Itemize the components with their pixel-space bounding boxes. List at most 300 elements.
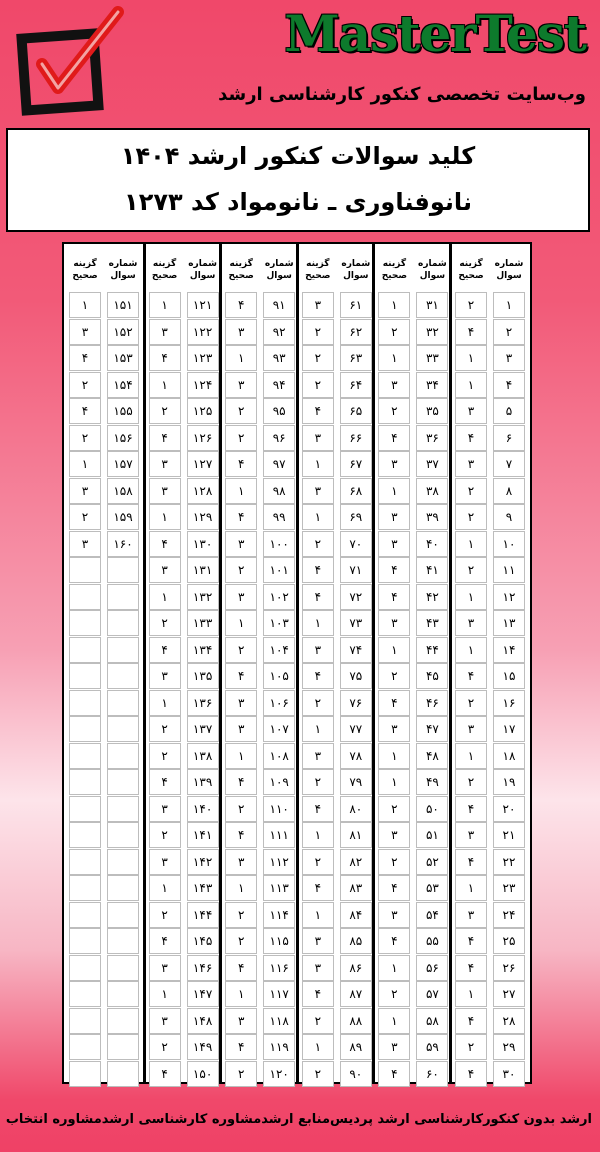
answer-cell: ۳ [225,849,257,875]
answer-cell: ۳ [378,531,410,557]
empty-cell [107,796,139,822]
answer-cell: ۱ [455,584,487,610]
answer-cell: ۲ [149,822,181,848]
answer-cell: ۲ [302,769,334,795]
answer-cell: ۱ [455,981,487,1007]
answer-cell: ۱ [455,875,487,901]
answer-cell: ۲ [378,663,410,689]
answer-cell: ۴ [69,398,101,424]
answer-cell: ۴ [302,981,334,1007]
question-number-cell: ۲۸ [493,1008,525,1034]
empty-cell [107,690,139,716]
question-number-cell: ۱۳۶ [187,690,219,716]
question-number-cell: ۱۰۶ [263,690,295,716]
question-number-cell: ۳ [493,345,525,371]
question-number-cell: ۱۲۸ [187,478,219,504]
answer-cell: ۱ [302,716,334,742]
question-number-cell: ۴۷ [416,716,448,742]
question-number-cell: ۱۲۷ [187,451,219,477]
empty-cell [107,1008,139,1034]
footer-link-manabe[interactable]: منابع ارشد [261,1112,331,1127]
question-number-cell: ۶۶ [340,425,372,451]
empty-cell [69,716,101,742]
answer-cell: ۳ [149,319,181,345]
answer-cell: ۳ [225,1008,257,1034]
question-number-cell: ۱۲۶ [187,425,219,451]
question-number-cell: ۱۴۲ [187,849,219,875]
answer-column-group [143,244,222,1082]
empty-cell [107,663,139,689]
question-number-cell: ۸۴ [340,902,372,928]
question-number-cell: ۷۸ [340,743,372,769]
answer-cell: ۲ [378,849,410,875]
answer-cell: ۲ [455,769,487,795]
question-number-cell: ۱۱۲ [263,849,295,875]
answer-cell: ۳ [225,531,257,557]
footer-link-moshavere-entekhab[interactable]: مشاوره انتخاب [5,1112,102,1127]
answer-cell: ۲ [302,345,334,371]
answer-cell: ۴ [225,1034,257,1060]
answer-cell: ۲ [302,1061,334,1087]
answer-cell: ۴ [302,557,334,583]
question-number-cell: ۱۲۱ [187,292,219,318]
question-number-cell: ۲۴ [493,902,525,928]
answer-cell: ۲ [149,1034,181,1060]
question-number-cell: ۱۲ [493,584,525,610]
answer-key-table [62,242,532,1084]
header-question-number: شماره سوال [341,259,371,281]
answer-cell: ۳ [378,504,410,530]
empty-cell [69,849,101,875]
question-number-cell: ۱۵۵ [107,398,139,424]
empty-cell [107,557,139,583]
question-number-cell: ۸۹ [340,1034,372,1060]
question-number-cell: ۹۱ [263,292,295,318]
question-number-cell: ۱۵۲ [107,319,139,345]
answer-cell: ۴ [455,955,487,981]
question-number-cell: ۱۱۶ [263,955,295,981]
question-number-cell: ۱۲۵ [187,398,219,424]
question-number-cell: ۹۶ [263,425,295,451]
answer-column-group [449,244,528,1082]
answer-cell: ۲ [225,425,257,451]
empty-cell [69,663,101,689]
question-number-cell: ۱۷ [493,716,525,742]
answer-cell: ۲ [378,981,410,1007]
answer-cell: ۱ [225,743,257,769]
answer-cell: ۱ [149,981,181,1007]
question-number-cell: ۱۳۸ [187,743,219,769]
question-number-cell: ۵۴ [416,902,448,928]
question-number-cell: ۴۶ [416,690,448,716]
question-number-cell: ۹۰ [340,1061,372,1087]
question-number-cell: ۱۸ [493,743,525,769]
answer-cell: ۲ [149,743,181,769]
question-number-cell: ۹۵ [263,398,295,424]
question-number-cell: ۱۶ [493,690,525,716]
empty-cell [69,637,101,663]
question-number-cell: ۱۵۰ [187,1061,219,1087]
question-number-cell: ۷۵ [340,663,372,689]
empty-cell [107,610,139,636]
question-number-cell: ۱۱۳ [263,875,295,901]
answer-column-group [66,244,142,1082]
question-number-cell: ۱۱۴ [263,902,295,928]
answer-cell: ۲ [302,1008,334,1034]
header-question-number: شماره سوال [188,259,217,281]
answer-cell: ۱ [455,637,487,663]
question-number-cell: ۱۲۰ [263,1061,295,1087]
question-number-cell: ۱۵۷ [107,451,139,477]
empty-cell [69,981,101,1007]
empty-cell [69,928,101,954]
question-number-cell: ۱۱۵ [263,928,295,954]
question-number-cell: ۱۳۳ [187,610,219,636]
answer-cell: ۲ [69,425,101,451]
answer-cell: ۱ [149,504,181,530]
empty-cell [69,690,101,716]
question-number-cell: ۱۵۸ [107,478,139,504]
answer-cell: ۱ [225,478,257,504]
answer-cell: ۴ [149,928,181,954]
brand-name: MasterTest [284,4,586,63]
answer-cell: ۳ [69,531,101,557]
answer-cell: ۳ [378,372,410,398]
empty-cell [107,875,139,901]
question-number-cell: ۷۷ [340,716,372,742]
question-number-cell: ۱۳۴ [187,637,219,663]
answer-cell: ۴ [225,504,257,530]
answer-cell: ۱ [455,345,487,371]
answer-cell: ۲ [302,319,334,345]
answer-cell: ۲ [455,1034,487,1060]
question-number-cell: ۶ [493,425,525,451]
question-number-cell: ۱۱۰ [263,796,295,822]
question-number-cell: ۴ [493,372,525,398]
answer-cell: ۲ [225,637,257,663]
question-number-cell: ۳۴ [416,372,448,398]
empty-cell [107,902,139,928]
question-number-cell: ۹۲ [263,319,295,345]
question-number-cell: ۳۰ [493,1061,525,1087]
mastertest-logo-icon [14,6,126,118]
answer-cell: ۴ [149,345,181,371]
answer-cell: ۳ [378,451,410,477]
answer-cell: ۴ [455,1061,487,1087]
answer-cell: ۳ [378,610,410,636]
question-number-cell: ۱۴۳ [187,875,219,901]
answer-cell: ۳ [149,849,181,875]
answer-cell: ۴ [378,928,410,954]
question-number-cell: ۱۳۱ [187,557,219,583]
answer-cell: ۳ [149,478,181,504]
question-number-cell: ۱۰۹ [263,769,295,795]
answer-cell: ۳ [149,955,181,981]
page-title: کلید سوالات کنکور ارشد ۱۴۰۴ [120,142,476,170]
question-number-cell: ۱۴۵ [187,928,219,954]
question-number-cell: ۱۰ [493,531,525,557]
answer-cell: ۱ [302,610,334,636]
empty-cell [69,1034,101,1060]
answer-cell: ۱ [149,875,181,901]
question-number-cell: ۱۴۱ [187,822,219,848]
question-number-cell: ۱۴۰ [187,796,219,822]
answer-cell: ۳ [149,796,181,822]
answer-cell: ۳ [149,451,181,477]
answer-cell: ۴ [378,1061,410,1087]
answer-cell: ۲ [455,690,487,716]
answer-cell: ۱ [378,292,410,318]
question-number-cell: ۶۸ [340,478,372,504]
header-correct-answer: گزینه صحیح [151,259,178,281]
question-number-cell: ۱۵۴ [107,372,139,398]
question-number-cell: ۲۲ [493,849,525,875]
empty-cell [69,610,101,636]
answer-cell: ۳ [225,584,257,610]
question-number-cell: ۸۷ [340,981,372,1007]
answer-cell: ۲ [302,849,334,875]
answer-cell: ۳ [69,319,101,345]
answer-cell: ۱ [149,292,181,318]
question-number-cell: ۳۶ [416,425,448,451]
answer-cell: ۴ [455,928,487,954]
empty-cell [107,1061,139,1087]
answer-cell: ۲ [378,398,410,424]
question-number-cell: ۲۳ [493,875,525,901]
question-number-cell: ۱۵ [493,663,525,689]
empty-cell [69,743,101,769]
question-number-cell: ۱۰۰ [263,531,295,557]
question-number-cell: ۲۶ [493,955,525,981]
footer-link-pardis[interactable]: کارشناسی ارشد پردیس [330,1112,484,1127]
answer-cell: ۳ [455,902,487,928]
question-number-cell: ۸۵ [340,928,372,954]
answer-cell: ۱ [149,584,181,610]
answer-cell: ۴ [302,796,334,822]
answer-cell: ۴ [455,796,487,822]
question-number-cell: ۶۴ [340,372,372,398]
answer-cell: ۲ [378,319,410,345]
answer-cell: ۳ [149,1008,181,1034]
answer-cell: ۴ [302,584,334,610]
question-number-cell: ۴۵ [416,663,448,689]
question-number-cell: ۲۱ [493,822,525,848]
answer-cell: ۱ [149,372,181,398]
answer-cell: ۳ [455,398,487,424]
empty-cell [69,1008,101,1034]
question-number-cell: ۲۷ [493,981,525,1007]
question-number-cell: ۳۸ [416,478,448,504]
question-number-cell: ۴۹ [416,769,448,795]
empty-cell [107,928,139,954]
answer-cell: ۴ [378,557,410,583]
answer-cell: ۲ [302,531,334,557]
answer-cell: ۲ [69,504,101,530]
answer-cell: ۳ [225,690,257,716]
header-correct-answer: گزینه صحیح [305,259,331,281]
question-number-cell: ۴۰ [416,531,448,557]
question-number-cell: ۱۱۸ [263,1008,295,1034]
question-number-cell: ۲۰ [493,796,525,822]
empty-cell [69,875,101,901]
question-number-cell: ۴۲ [416,584,448,610]
question-number-cell: ۳۹ [416,504,448,530]
answer-cell: ۳ [225,716,257,742]
answer-cell: ۱ [69,292,101,318]
question-number-cell: ۴۸ [416,743,448,769]
question-number-cell: ۵۲ [416,849,448,875]
answer-cell: ۴ [149,769,181,795]
answer-cell: ۲ [149,902,181,928]
question-number-cell: ۱۱۷ [263,981,295,1007]
footer-link-moshavere-arshad[interactable]: مشاوره کارشناسی ارشد [101,1112,262,1127]
question-number-cell: ۶۵ [340,398,372,424]
title-box [6,128,590,232]
empty-cell [107,1034,139,1060]
header-question-number: شماره سوال [418,259,447,281]
question-number-cell: ۱۲۹ [187,504,219,530]
answer-cell: ۲ [225,796,257,822]
answer-cell: ۴ [225,663,257,689]
answer-cell: ۳ [149,557,181,583]
footer-link-arshad-bedoon-konkoor[interactable]: ارشد بدون کنکور [483,1112,592,1127]
answer-cell: ۴ [225,822,257,848]
question-number-cell: ۷۱ [340,557,372,583]
question-number-cell: ۱۵۱ [107,292,139,318]
question-number-cell: ۳۳ [416,345,448,371]
answer-cell: ۳ [378,1034,410,1060]
answer-cell: ۴ [225,292,257,318]
empty-cell [107,822,139,848]
header-question-number: شماره سوال [264,259,294,281]
answer-cell: ۴ [225,451,257,477]
answer-cell: ۳ [225,319,257,345]
question-number-cell: ۷۹ [340,769,372,795]
answer-cell: ۴ [149,637,181,663]
answer-cell: ۱ [378,955,410,981]
question-number-cell: ۹۳ [263,345,295,371]
question-number-cell: ۳۵ [416,398,448,424]
answer-cell: ۲ [378,796,410,822]
question-number-cell: ۲ [493,319,525,345]
question-number-cell: ۸۶ [340,955,372,981]
question-number-cell: ۱۹ [493,769,525,795]
question-number-cell: ۵۶ [416,955,448,981]
question-number-cell: ۶۳ [340,345,372,371]
answer-cell: ۴ [302,663,334,689]
answer-cell: ۱ [302,822,334,848]
answer-cell: ۴ [378,584,410,610]
answer-cell: ۴ [455,1008,487,1034]
question-number-cell: ۲۹ [493,1034,525,1060]
question-number-cell: ۱۱۹ [263,1034,295,1060]
empty-cell [107,955,139,981]
answer-cell: ۳ [455,822,487,848]
answer-cell: ۱ [225,610,257,636]
question-number-cell: ۱۳۵ [187,663,219,689]
answer-cell: ۲ [225,1061,257,1087]
answer-cell: ۴ [69,345,101,371]
question-number-cell: ۶۱ [340,292,372,318]
empty-cell [69,584,101,610]
answer-cell: ۱ [225,345,257,371]
answer-cell: ۴ [149,1061,181,1087]
answer-cell: ۱ [302,451,334,477]
empty-cell [69,769,101,795]
answer-cell: ۴ [378,875,410,901]
question-number-cell: ۸۰ [340,796,372,822]
answer-cell: ۳ [302,637,334,663]
question-number-cell: ۸۳ [340,875,372,901]
answer-cell: ۳ [225,372,257,398]
empty-cell [107,981,139,1007]
answer-cell: ۲ [302,690,334,716]
question-number-cell: ۱۰۲ [263,584,295,610]
answer-cell: ۲ [225,928,257,954]
answer-cell: ۲ [149,716,181,742]
answer-cell: ۲ [302,372,334,398]
answer-cell: ۱ [302,1034,334,1060]
answer-cell: ۴ [455,663,487,689]
question-number-cell: ۱۲۳ [187,345,219,371]
question-number-cell: ۲۵ [493,928,525,954]
site-tagline: وب‌سایت تخصصی کنکور کارشناسی ارشد [218,84,586,105]
question-number-cell: ۷۳ [340,610,372,636]
question-number-cell: ۱۴۷ [187,981,219,1007]
answer-cell: ۱ [302,902,334,928]
question-number-cell: ۷۴ [340,637,372,663]
question-number-cell: ۳۱ [416,292,448,318]
answer-cell: ۴ [455,319,487,345]
question-number-cell: ۱۰۷ [263,716,295,742]
answer-cell: ۲ [455,504,487,530]
answer-cell: ۲ [149,398,181,424]
question-number-cell: ۷۲ [340,584,372,610]
answer-cell: ۴ [149,425,181,451]
question-number-cell: ۵ [493,398,525,424]
question-number-cell: ۱۴ [493,637,525,663]
answer-cell: ۱ [149,690,181,716]
empty-cell [107,743,139,769]
answer-cell: ۱ [225,875,257,901]
empty-cell [69,1061,101,1087]
answer-cell: ۳ [455,610,487,636]
empty-cell [69,822,101,848]
question-number-cell: ۴۱ [416,557,448,583]
question-number-cell: ۶۰ [416,1061,448,1087]
question-number-cell: ۶۹ [340,504,372,530]
question-number-cell: ۵۹ [416,1034,448,1060]
answer-cell: ۳ [149,663,181,689]
answer-cell: ۲ [225,557,257,583]
empty-cell [69,796,101,822]
header-question-number: شماره سوال [108,259,138,281]
answer-cell: ۳ [378,716,410,742]
question-number-cell: ۹ [493,504,525,530]
answer-column-group [296,244,375,1082]
question-number-cell: ۹۸ [263,478,295,504]
answer-cell: ۳ [455,451,487,477]
question-number-cell: ۶۲ [340,319,372,345]
question-number-cell: ۱۲۲ [187,319,219,345]
empty-cell [107,849,139,875]
answer-cell: ۱ [455,531,487,557]
question-number-cell: ۱۰۸ [263,743,295,769]
answer-cell: ۴ [455,425,487,451]
question-number-cell: ۱۶۰ [107,531,139,557]
question-number-cell: ۵۷ [416,981,448,1007]
answer-cell: ۳ [455,716,487,742]
